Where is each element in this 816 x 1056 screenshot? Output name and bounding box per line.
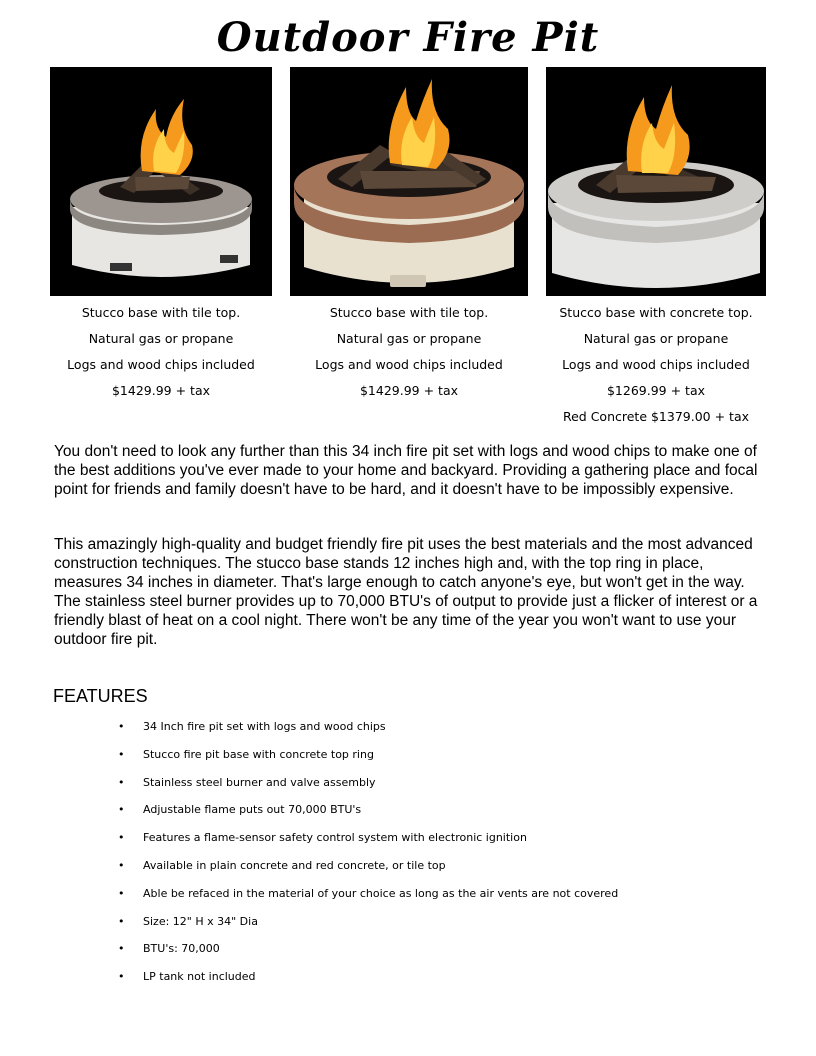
bullet-icon: •: [118, 831, 125, 845]
product-photo-1: [50, 67, 272, 296]
feature-item: • Adjustable flame puts out 70,000 BTU's: [118, 796, 618, 824]
page-title: Outdoor Fire Pit: [216, 14, 600, 61]
feature-item: • Features a flame-sensor safety control system with electronic ignition: [118, 824, 618, 852]
bullet-icon: •: [118, 775, 125, 789]
product-includes: Logs and wood chips included: [562, 357, 750, 372]
feature-item: • BTU's: 70,000: [118, 935, 618, 963]
bullet-icon: •: [118, 970, 125, 984]
feature-item: • Size: 12" H x 34" Dia: [118, 908, 618, 936]
bullet-icon: •: [118, 720, 125, 733]
bullet-icon: •: [118, 886, 125, 900]
product-includes: Logs and wood chips included: [67, 357, 255, 372]
product-price: $1269.99 + tax: [606, 383, 706, 398]
product-card-1: [50, 67, 272, 404]
bullet-icon: •: [118, 914, 125, 928]
product-includes: Logs and wood chips included: [315, 357, 503, 372]
product-photo-3: [546, 67, 766, 296]
product-caption-2: [290, 300, 528, 404]
product-description: Stucco base with tile top.: [329, 305, 489, 320]
product-card-2: [290, 67, 528, 404]
bullet-icon: •: [118, 747, 125, 761]
feature-item: • Stucco fire pit base with concrete top ring: [118, 741, 618, 769]
product-price: $1429.99 + tax: [359, 383, 459, 398]
product-card-3: [546, 67, 766, 430]
product-fuel: Natural gas or propane: [336, 331, 482, 346]
product-price: $1429.99 + tax: [111, 383, 211, 398]
bullet-icon: •: [118, 858, 125, 872]
product-fuel: Natural gas or propane: [88, 331, 234, 346]
bullet-icon: •: [118, 942, 125, 956]
product-photo-2: [290, 67, 528, 296]
details-paragraph: This amazingly high-quality and budget friendly fire pit uses the best materials and the most advanced construction techniques. The stucco base stands 12 inches high and, with the top ring in place, measures 34 inches in diameter. That's large enough to catch anyone's eye, but won't get in the way. The stainless steel burner provides up to 70,000 BTU's of output to provide just a flicker of interest or a friendly blast of heat on a cool night. There won't be any time of the year you won't want to use your outdoor fire pit.: [54, 536, 758, 648]
product-caption-3: [546, 300, 766, 430]
product-caption-1: [50, 300, 272, 404]
product-description: Stucco base with concrete top.: [559, 305, 753, 320]
intro-paragraph: You don't need to look any further than this 34 inch fire pit set with logs and wood chips to make one of the best additions you've ever made to your home and backyard. Providing a gathering place and focal point for friends and family doesn't have to be hard, and it doesn't have to be impossibly expensive.: [54, 443, 758, 498]
product-alt-price: Red Concrete $1379.00 + tax: [562, 409, 750, 424]
feature-item: • LP tank not included: [118, 963, 618, 991]
features-list: [118, 713, 618, 991]
feature-item: • Stainless steel burner and valve assembly: [118, 769, 618, 797]
product-fuel: Natural gas or propane: [583, 331, 729, 346]
feature-item: • 34 Inch fire pit set with logs and wood chips: [118, 713, 618, 741]
feature-item: • Able be refaced in the material of your choice as long as the air vents are not covered: [118, 880, 618, 908]
feature-item: • Available in plain concrete and red concrete, or tile top: [118, 852, 618, 880]
product-description: Stucco base with tile top.: [81, 305, 241, 320]
bullet-icon: •: [118, 803, 125, 817]
features-heading: FEATURES: [53, 686, 148, 706]
